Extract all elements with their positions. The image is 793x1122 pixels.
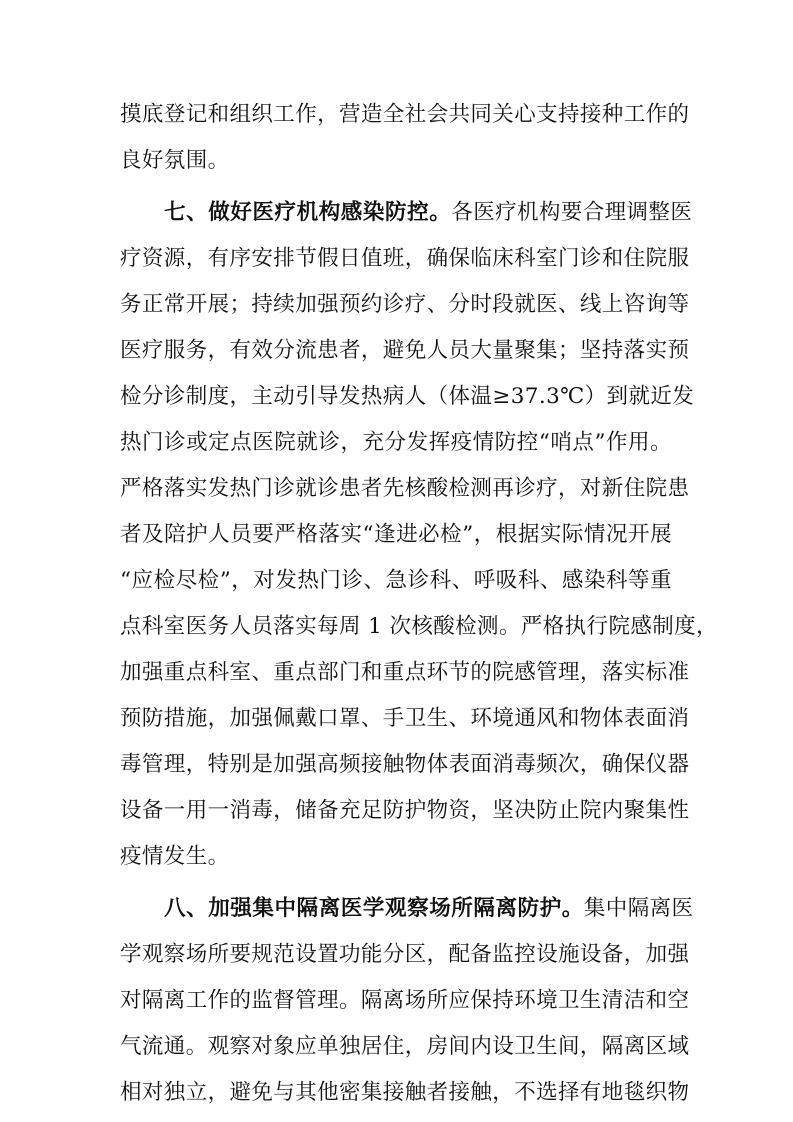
- section-7-heading: 七、做好医疗机构感染防控。: [164, 200, 452, 225]
- section-7-line-13: 毒管理，特别是加强高频接触物体表面消毒频次，确保仪器: [120, 752, 690, 777]
- section-8-line-4: 气流通。观察对象应单独居住，房间内设卫生间，隔离区域: [120, 1034, 690, 1059]
- section-7-line-10: 点科室医务人员落实每周 1 次核酸检测。严格执行院感制度，: [120, 614, 718, 639]
- section-7-line-15: 疫情发生。: [120, 844, 230, 869]
- section-7-line-12: 预防措施，加强佩戴口罩、手卫生、环境通风和物体表面消: [120, 706, 690, 731]
- section-8-first-line: [120, 886, 694, 932]
- section-8-line-5: 相对独立，避免与其他密集接触者接触，不选择有地毯织物: [120, 1080, 690, 1105]
- section-7-line-2: 疗资源，有序安排节假日值班，确保临床科室门诊和住院服: [120, 246, 690, 271]
- section-7-line-8: 者及陪护人员要严格落实“逢进必检”，根据实际情况开展: [120, 522, 672, 547]
- section-7-line-7: 严格落实发热门诊就诊患者先核酸检测再诊疗，对新住院患: [120, 476, 690, 501]
- section-7-line-4: 医疗服务，有效分流患者，避免人员大量聚集；坚持落实预: [120, 338, 690, 363]
- section-8-line-3: 对隔离工作的监督管理。隔离场所应保持环境卫生清洁和空: [120, 988, 690, 1013]
- paragraph-0-line-2: 良好氛围。: [120, 148, 230, 173]
- section-7-line-9: “应检尽检”，对发热门诊、急诊科、呼吸科、感染科等重: [120, 568, 672, 593]
- section-8-first-line-text: 集中隔离医: [583, 896, 694, 921]
- section-7-line-11: 加强重点科室、重点部门和重点环节的院感管理，落实标准: [120, 660, 690, 685]
- section-7-first-line: [120, 190, 693, 236]
- section-8-line-2: 学观察场所要规范设置功能分区，配备监控设施设备，加强: [120, 942, 690, 967]
- document-page: [120, 92, 718, 1116]
- section-7-first-line-text: 各医疗机构要合理调整医: [451, 200, 693, 225]
- section-7-line-14: 设备一用一消毒，储备充足防护物资，坚决防止院内聚集性: [120, 798, 690, 823]
- paragraph-0-line-1: 摸底登记和组织工作，营造全社会共同关心支持接种工作的: [120, 102, 690, 127]
- section-8-heading: 八、加强集中隔离医学观察场所隔离防护。: [164, 896, 584, 921]
- section-7-line-5: 检分诊制度，主动引导发热病人（体温≥37.3℃）到就近发: [120, 384, 695, 409]
- section-7-line-3: 务正常开展；持续加强预约诊疗、分时段就医、线上咨询等: [120, 292, 690, 317]
- section-7-line-6: 热门诊或定点医院就诊，充分发挥疫情防控“哨点”作用。: [120, 430, 672, 455]
